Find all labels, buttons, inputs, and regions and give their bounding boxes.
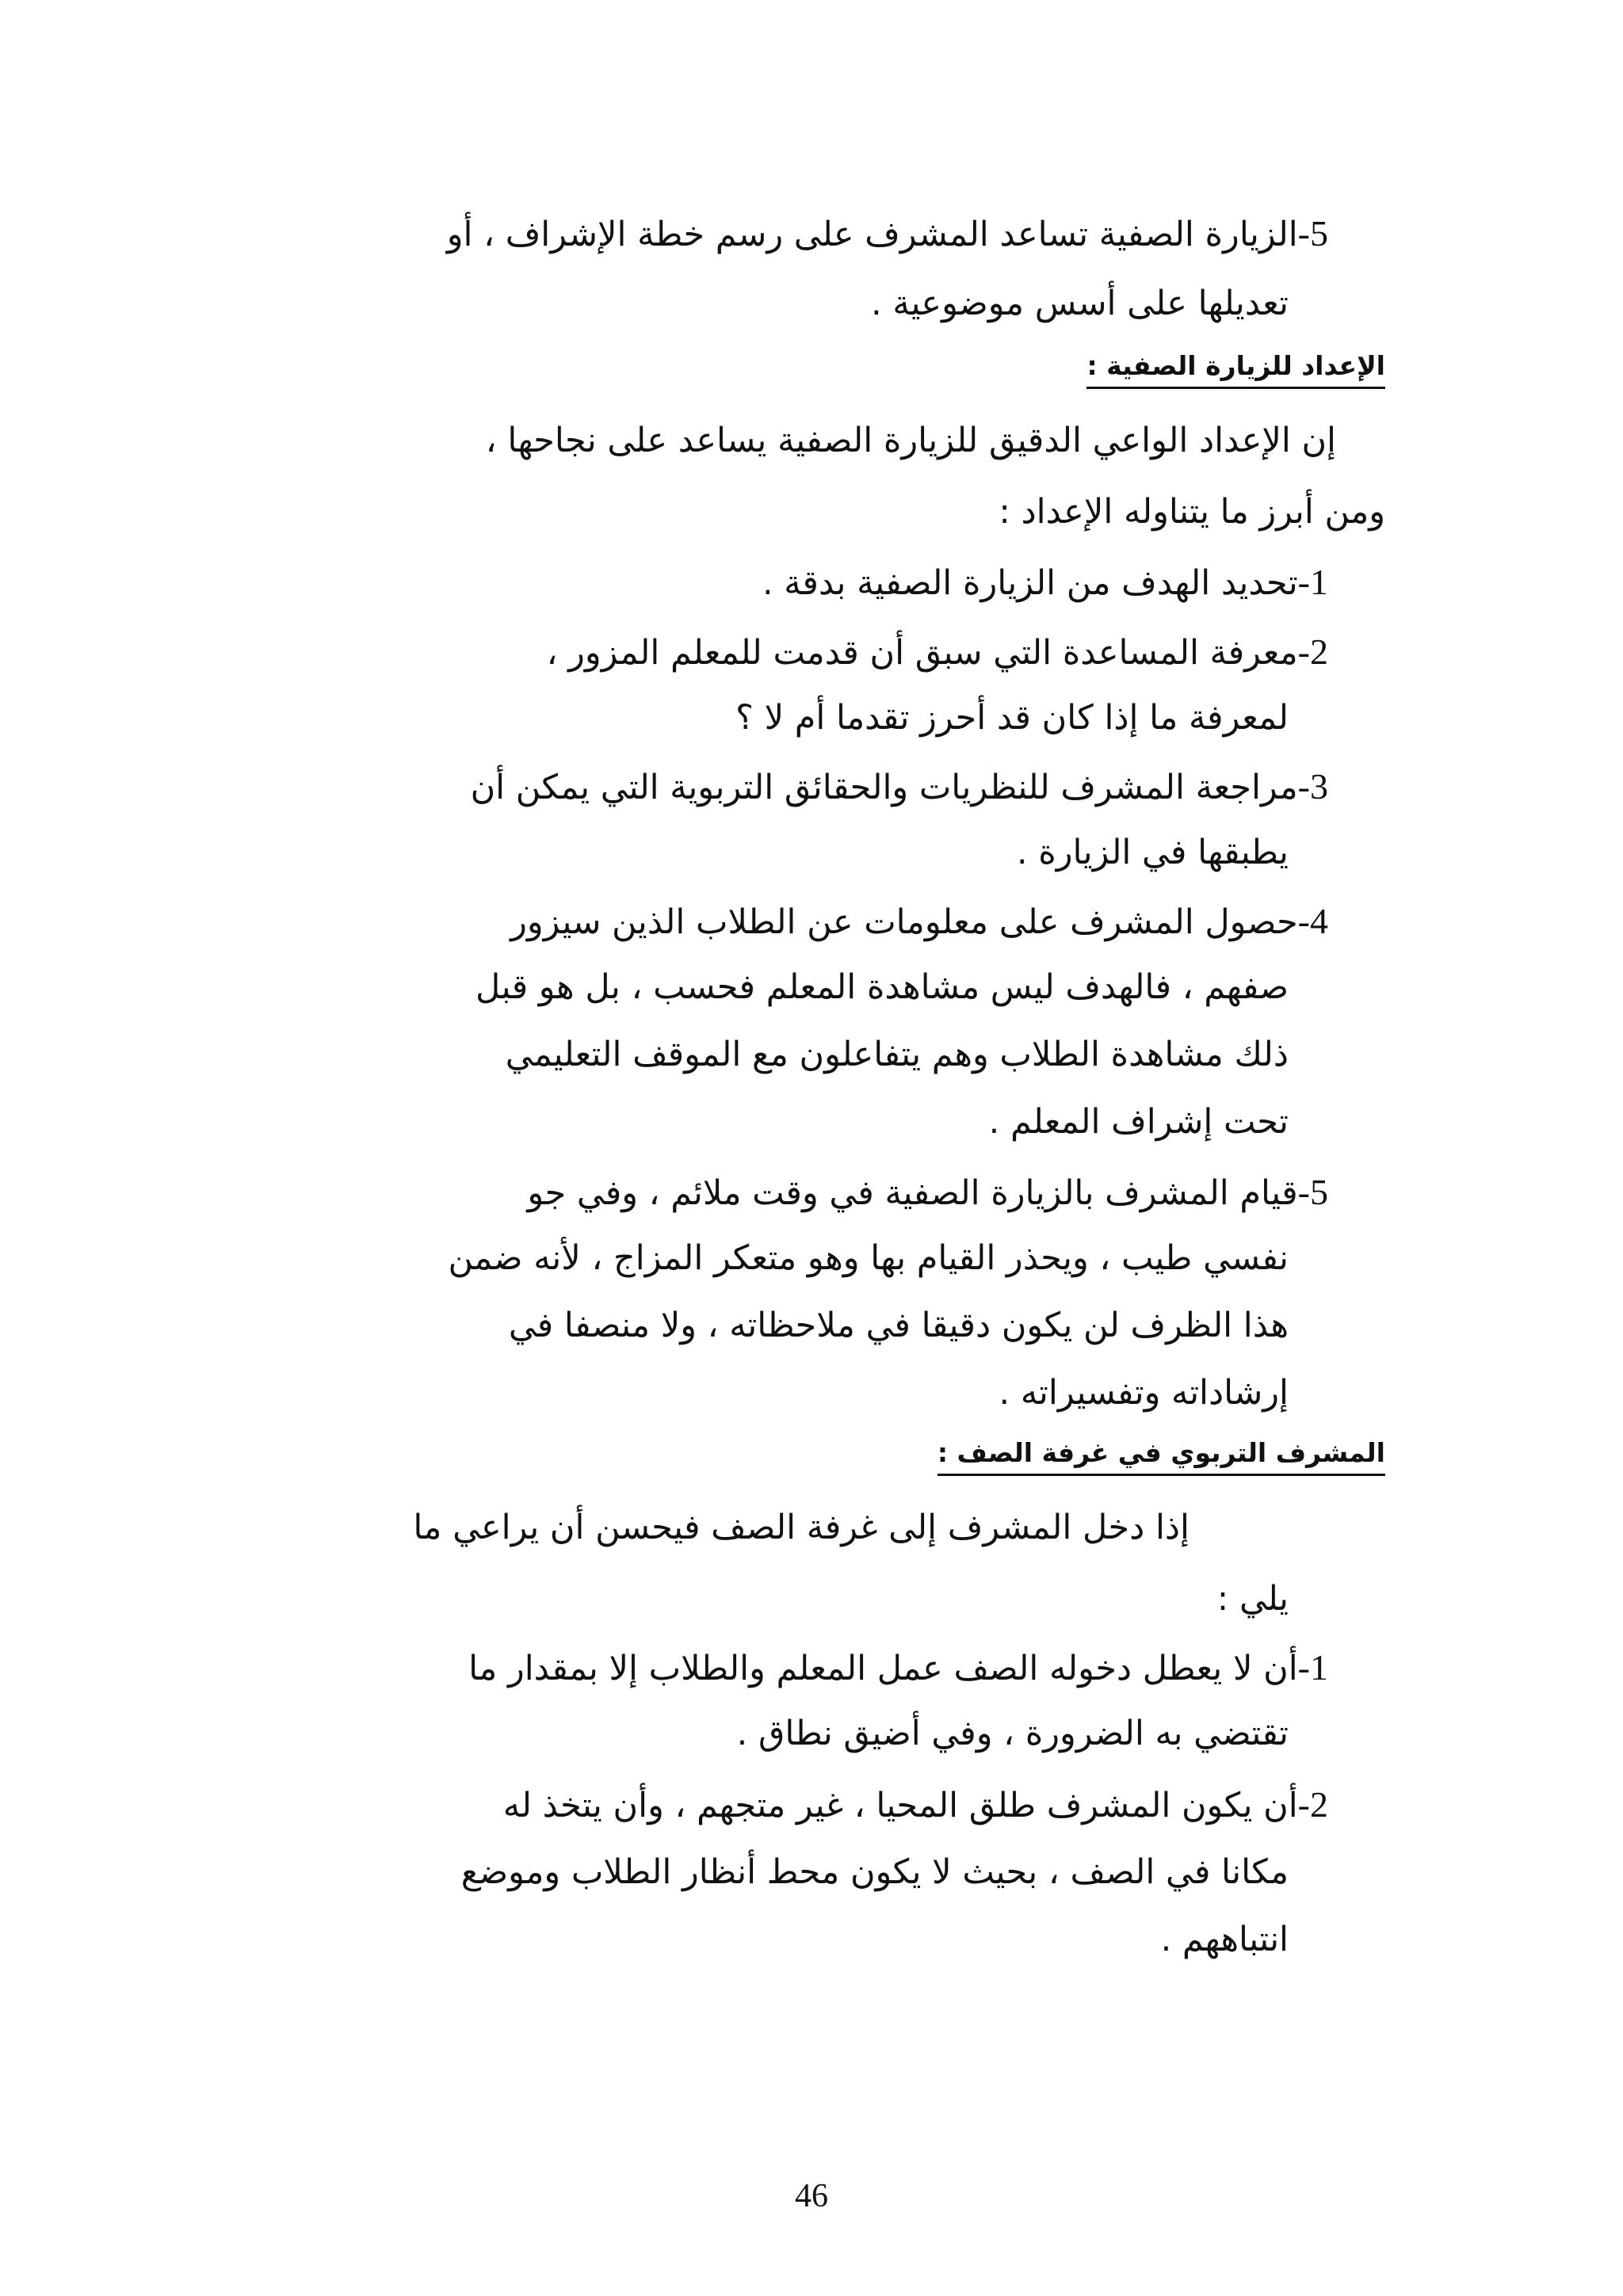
list-item-4-line-1: 4-حصول المشرف على معلومات عن الطلاب الذين سيزور: [510, 901, 1328, 942]
list-item-3-line-2: يطبقها في الزيارة .: [1016, 833, 1289, 872]
list-item-2-line-1: 2-معرفة المساعدة التي سبق أن قدمت للمعلم المزور ،: [546, 631, 1328, 673]
list-item-5-line-2: نفسي طيب ، ويحذر القيام بها وهو متعكر المزاج ، لأنه ضمن: [448, 1238, 1289, 1278]
list-item-number: 5-: [1297, 1172, 1328, 1212]
paragraph-line: يلي :: [1216, 1579, 1289, 1619]
list-item-5-line-3: هذا الظرف لن يكون دقيقا في ملاحظاته ، ولا منصفا في: [508, 1306, 1289, 1345]
list-item-number: 5-: [1297, 213, 1328, 254]
paragraph-line: إذا دخل المشرف إلى غرفة الصف فيحسن أن يراعي ما: [413, 1508, 1190, 1547]
list-item-number: 4-: [1297, 901, 1328, 941]
page-number: 46: [795, 2178, 828, 2214]
list-item-5-line-1: 5-قيام المشرف بالزيارة الصفية في وقت ملائم ، وفي جو: [527, 1172, 1328, 1213]
section-heading-classroom: المشرف التربوي في غرفة الصف :: [938, 1440, 1385, 1476]
list-item-2-line-1: 2-أن يكون المشرف طلق المحيا ، غير متجهم ، وأن يتخذ له: [502, 1784, 1328, 1825]
list-item-number: 3-: [1297, 766, 1328, 807]
list-item-2-line-2: مكانا في الصف ، بحيث لا يكون محط أنظار الطلاب وموضع: [460, 1852, 1289, 1892]
paragraph-line: إن الإعداد الواعي الدقيق للزيارة الصفية يساعد على نجاحها ،: [485, 421, 1336, 460]
list-item-number: 1-: [1297, 562, 1328, 602]
list-item-4-line-3: ذلك مشاهدة الطلاب وهم يتفاعلون مع الموقف التعليمي: [505, 1035, 1289, 1074]
list-item-5-line-4: إرشاداته وتفسيراته .: [999, 1373, 1289, 1413]
list-item-2-line-2: لمعرفة ما إذا كان قد أحرز تقدما أم لا ؟: [735, 698, 1289, 738]
list-item-4-line-4: تحت إشراف المعلم .: [988, 1102, 1289, 1142]
paragraph-line: ومن أبرز ما يتناوله الإعداد :: [999, 492, 1385, 532]
list-item-number: 2-: [1297, 1784, 1328, 1825]
list-item-5-line-1: 5-الزيارة الصفية تساعد المشرف على رسم خطة الإشراف ، أو: [446, 213, 1328, 254]
list-item-number: 1-: [1297, 1647, 1328, 1688]
list-item-4-line-2: صفهم ، فالهدف ليس مشاهدة المعلم فحسب ، بل هو قبل: [475, 967, 1289, 1007]
section-heading-preparation: الإعداد للزيارة الصفية :: [1086, 353, 1385, 389]
list-item-number: 2-: [1297, 631, 1328, 672]
list-item-1-line-1: 1-أن لا يعطل دخوله الصف عمل المعلم والطلاب إلا بمقدار ما: [468, 1647, 1328, 1688]
list-item-5-line-2: تعديلها على أسس موضوعية .: [871, 284, 1289, 323]
list-item-1-line-2: تقتضي به الضرورة ، وفي أضيق نطاق .: [736, 1714, 1289, 1753]
list-item-3-line-1: 3-مراجعة المشرف للنظريات والحقائق التربوية التي يمكن أن: [470, 766, 1328, 807]
list-item-2-line-3: انتباههم .: [1160, 1920, 1289, 1959]
list-item-1: 1-تحديد الهدف من الزيارة الصفية بدقة .: [762, 562, 1328, 603]
